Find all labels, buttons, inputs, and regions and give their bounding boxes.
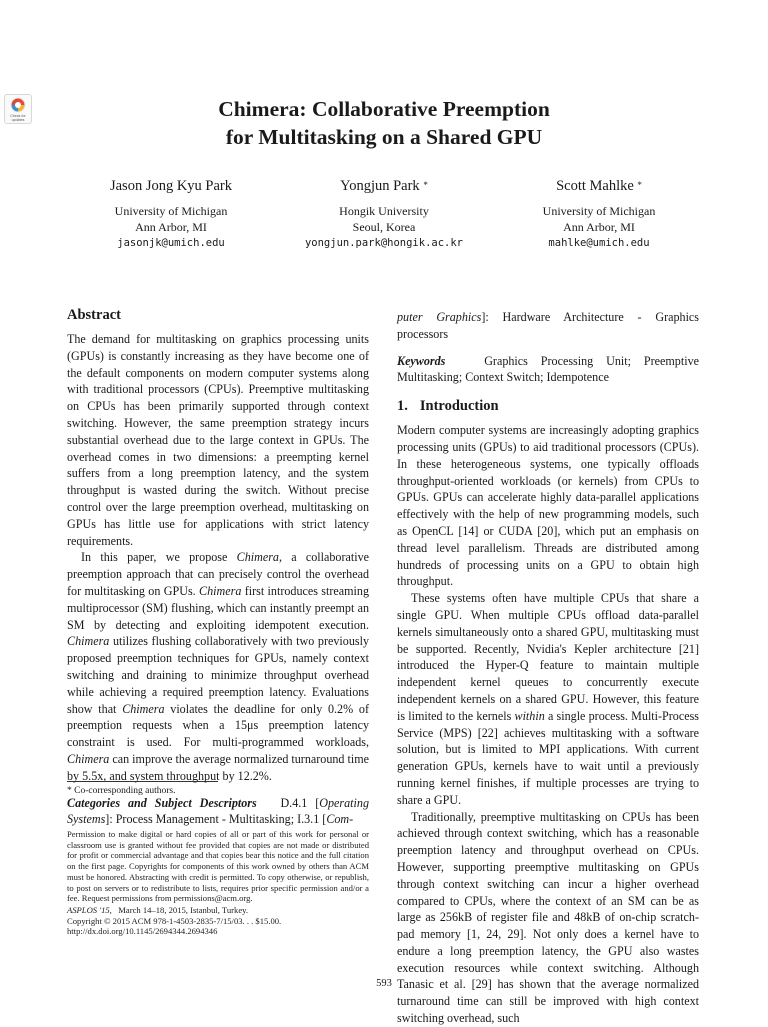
right-column: [397, 309, 699, 1027]
author-name: Scott Mahlke *: [556, 178, 642, 194]
copyright-line: Copyright © 2015 ACM 978-1-4503-2835-7/15/03. . . $15.00.: [67, 915, 282, 926]
doi-link[interactable]: http://dx.doi.org/10.1145/2694344.2694346: [67, 926, 218, 937]
permission-text: Permission to make digital or hard copies of all or part of this work for personal or classroom use is granted without fee provided that copies are not made or distributed for profit or commercial advantage and that copies bear this notice and the full citation on the first page. Copyrights for components of this work owned by others than ACM must be honored. Abstracting with credit is permitted. To copy otherwise, or republish, to post on servers or to redistribute to lists, requires prior specific permission and/or a fee. Request permissions from permissions@acm.org.: [67, 829, 369, 904]
abstract-paragraph-1: The demand for multitasking on graphics processing units (GPUs) is constantly increasing as they have become one of the default components on modern computer systems along with traditional processors (CPUs). Preemptive multitasking on CPUs has been primarily supported through context switching. However, the same preemption strategy incurs substantial overhead due to the large context in GPUs. The overhead comes in two dimensions: a preempting kernel suffers from a long preemption latency, and the system throughput is wasted during the switch. Without precise control over the large preemption overhead, multitasking on GPUs has little use for applications with strict latency requirements.: [67, 332, 369, 548]
introduction-paragraph-3: Traditionally, preemptive multitasking on CPUs has been achieved through context switching, which has a reasonable preemption latency and throughput overhead on CPUs. However, supporting preemptive multitasking on GPUs through context switching can incur a higher overhead compared to CPUs, where the context of an SM can be as large as 256kB of register file and 48kB of on-chip scratch-pad memory [1, 24, 29]. Not only does a kernel have to endure a long preemption latency, the GPU also wastes execution resources while context switching. Although Tanasic et al. [29] has shown that the average normalized turnaround time can still be improved with high context switching overhead, such: [397, 809, 699, 1026]
categories-continued-marker: puter Graphics: [397, 310, 482, 324]
author-location: Ann Arbor, MI: [563, 220, 635, 234]
author-location: Ann Arbor, MI: [135, 220, 207, 234]
author-affiliation: University of Michigan: [542, 204, 656, 218]
corresponding-mark: *: [423, 180, 428, 190]
page-number: 593: [376, 978, 392, 989]
introduction-paragraph-1: Modern computer systems are increasingly adopting graphics processing units (GPUs) to aid traditional processors (CPUs). In these heterogeneous systems, one typically offloads throughput-oriented workloads (or kernels) from CPUs to GPUs. GPUs can accelerate highly data-parallel applications effectively with the help of new programming models, such as OpenCL [14] or CUDA [20], which put an emphasis on thread level parallelism. Threads are distributed among hundreds of processing units on a GPU to obtain high throughput.: [397, 423, 699, 589]
author-block-2: [264, 177, 504, 252]
abstract-paragraph-2: In this paper, we propose Chimera, a collaborative preemption approach that can precisely control the overhead for multitasking on GPUs. Chimera first introduces streaming multiprocessor (SM) flushing, which can instantly preempt an SM by detecting and exploiting idempotent execution. Chimera utilizes flushing collaboratively with two previously proposed preemption techniques for GPUs, namely context switching and draining to minimize throughput overhead while achieving a required preemption latency. Evaluations show that Chimera violates the deadline for only 0.2% of preemption requests when a 15μs preemption latency constraint is used. For multi-programmed workloads, Chimera can improve the average normalized turnaround time by 5.5x, and system throughput by 12.2%.: [67, 550, 370, 783]
categories-continued: puter Graphics]: Hardware Architecture - Graphics processors: [397, 310, 699, 341]
permission-notice: [67, 829, 369, 937]
introduction-heading: 1. Introduction: [397, 398, 499, 415]
introduction-paragraph-2: These systems often have multiple CPUs that share a single GPU. When multiple CPUs offload data-parallel kernels simultaneously onto a shared GPU, multitasking must be supported. Recently, Nvidia's Kepler architecture [21] introduced the Hyper-Q feature to maintain multiple independent kernel queues to concurrently execute independent kernels on a shared GPU. However, this feature is limited to the kernels within a single process. Multi-Process Service (MPS) [22] achieves multitasking with a software solution, but is limited to MPI applications. With current generation GPUs, kernels have to wait until a previously running kernel finishes, if multiple processes are trying to share a GPU.: [397, 591, 699, 807]
left-column: [67, 305, 369, 828]
author-affiliation: University of Michigan: [114, 204, 228, 218]
author-affiliation: Hongik University: [339, 204, 429, 218]
author-email[interactable]: mahlke@umich.edu: [548, 237, 650, 249]
categories-descriptors: Categories and Subject Descriptors D.4.1 [Operating Systems]: Process Management - Multitasking; I.3.1 [Com-: [67, 795, 369, 827]
author-location: Seoul, Korea: [352, 220, 416, 234]
conference-line: ASPLOS '15, March 14–18, 2015, Istanbul, Turkey.: [67, 904, 249, 915]
paper-title: [0, 95, 768, 151]
author-name: Yongjun Park *: [340, 178, 428, 194]
author-email[interactable]: jasonjk@umich.edu: [117, 237, 225, 249]
keywords: Keywords Graphics Processing Unit; Preemptive Multitasking; Context Switch; Idempotence: [397, 353, 699, 385]
badge-text: Check for updates: [10, 114, 26, 122]
abstract-heading: Abstract: [67, 307, 121, 323]
author-block-1: [51, 177, 291, 252]
author-email[interactable]: yongjun.park@hongik.ac.kr: [304, 237, 464, 249]
footnote-corresponding: * Co-corresponding authors.: [67, 786, 176, 796]
corresponding-mark: *: [637, 180, 642, 190]
author-block-3: [479, 177, 719, 252]
footnote-rule: [67, 781, 218, 782]
title-line-2: for Multitasking on a Shared GPU: [225, 125, 543, 149]
author-name: Jason Jong Kyu Park: [109, 178, 233, 194]
title-line-1: Chimera: Collaborative Preemption: [218, 97, 550, 121]
